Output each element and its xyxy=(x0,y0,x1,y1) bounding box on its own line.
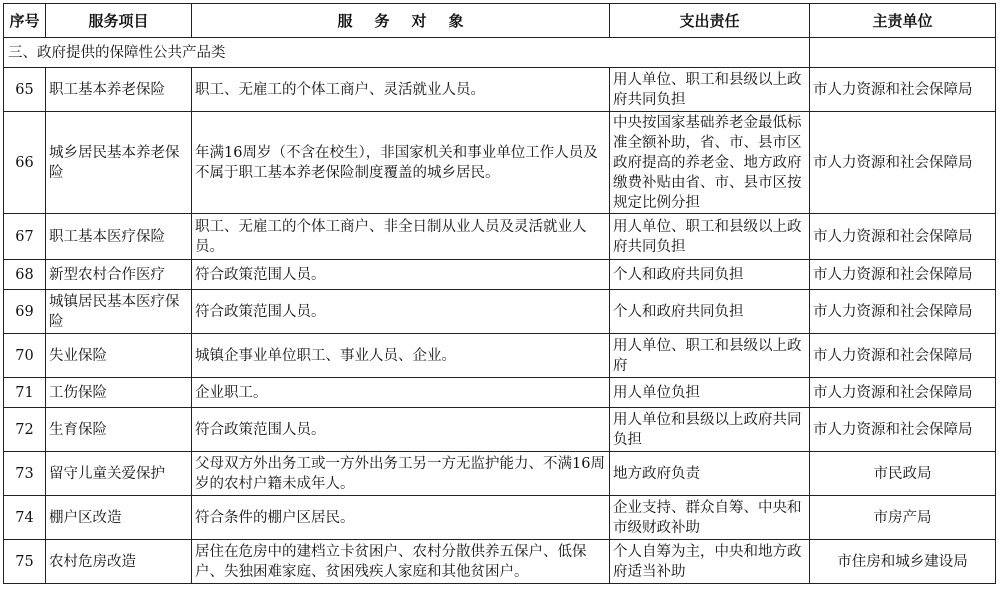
row-no: 68 xyxy=(4,260,46,290)
row-item: 农村危房改造 xyxy=(46,540,192,584)
table-row xyxy=(4,408,996,452)
row-target: 年满16周岁（不含在校生），非国家机关和事业单位工作人员及不属于职工基本养老保险制度覆盖的城乡居民。 xyxy=(192,112,610,214)
row-expense: 用人单位负担 xyxy=(610,378,810,408)
row-target: 符合条件的棚户区居民。 xyxy=(192,496,610,540)
row-expense: 用人单位、职工和县级以上政府共同负担 xyxy=(610,214,810,260)
row-unit: 市人力资源和社会保障局 xyxy=(810,68,996,112)
row-unit: 市人力资源和社会保障局 xyxy=(810,334,996,378)
row-no: 74 xyxy=(4,496,46,540)
row-target: 符合政策范围人员。 xyxy=(192,408,610,452)
row-expense: 用人单位、职工和县级以上政府 xyxy=(610,334,810,378)
header-target: 服务对象 xyxy=(192,4,610,38)
table-row xyxy=(4,290,996,334)
header-expense: 支出责任 xyxy=(610,4,810,38)
section-title: 三、政府提供的保障性公共产品类 xyxy=(4,38,810,68)
row-no: 71 xyxy=(4,378,46,408)
row-item: 职工基本养老保险 xyxy=(46,68,192,112)
row-no: 75 xyxy=(4,540,46,584)
row-unit: 市人力资源和社会保障局 xyxy=(810,378,996,408)
row-unit: 市人力资源和社会保障局 xyxy=(810,260,996,290)
row-expense: 个人自筹为主，中央和地方政府适当补助 xyxy=(610,540,810,584)
row-target: 父母双方外出务工或一方外出务工另一方无监护能力、不满16周岁的农村户籍未成年人。 xyxy=(192,452,610,496)
header-item: 服务项目 xyxy=(46,4,192,38)
table-row xyxy=(4,214,996,260)
row-no: 72 xyxy=(4,408,46,452)
row-unit: 市房产局 xyxy=(810,496,996,540)
row-no: 70 xyxy=(4,334,46,378)
row-no: 73 xyxy=(4,452,46,496)
row-target: 符合政策范围人员。 xyxy=(192,260,610,290)
row-target: 企业职工。 xyxy=(192,378,610,408)
row-item: 留守儿童关爱保护 xyxy=(46,452,192,496)
row-target: 符合政策范围人员。 xyxy=(192,290,610,334)
row-item: 新型农村合作医疗 xyxy=(46,260,192,290)
row-expense: 地方政府负责 xyxy=(610,452,810,496)
section-row xyxy=(4,38,996,68)
row-item: 城镇居民基本医疗保险 xyxy=(46,290,192,334)
table-row xyxy=(4,452,996,496)
row-expense: 用人单位和县级以上政府共同负担 xyxy=(610,408,810,452)
public-service-table xyxy=(3,3,996,584)
row-target: 职工、无雇工的个体工商户、灵活就业人员。 xyxy=(192,68,610,112)
row-target: 居住在危房中的建档立卡贫困户、农村分散供养五保户、低保户、失独困难家庭、贫困残疾人家庭和其他贫困户。 xyxy=(192,540,610,584)
table-row xyxy=(4,540,996,584)
table-row xyxy=(4,334,996,378)
row-no: 66 xyxy=(4,112,46,214)
table-row xyxy=(4,378,996,408)
row-unit: 市人力资源和社会保障局 xyxy=(810,408,996,452)
row-unit: 市人力资源和社会保障局 xyxy=(810,290,996,334)
header-unit: 主责单位 xyxy=(810,4,996,38)
row-item: 职工基本医疗保险 xyxy=(46,214,192,260)
row-unit: 市住房和城乡建设局 xyxy=(810,540,996,584)
row-expense: 个人和政府共同负担 xyxy=(610,290,810,334)
row-item: 失业保险 xyxy=(46,334,192,378)
table-row xyxy=(4,68,996,112)
table-row xyxy=(4,260,996,290)
row-expense: 个人和政府共同负担 xyxy=(610,260,810,290)
row-expense: 中央按国家基础养老金最低标准全额补助，省、市、县市区政府提高的养老金、地方政府缴费补贴由省、市、县市区按规定比例分担 xyxy=(610,112,810,214)
row-item: 城乡居民基本养老保险 xyxy=(46,112,192,214)
row-target: 城镇企事业单位职工、事业人员、企业。 xyxy=(192,334,610,378)
row-item: 工伤保险 xyxy=(46,378,192,408)
row-no: 67 xyxy=(4,214,46,260)
row-unit: 市人力资源和社会保障局 xyxy=(810,112,996,214)
row-item: 棚户区改造 xyxy=(46,496,192,540)
section-empty-cell xyxy=(810,38,996,68)
row-expense: 用人单位、职工和县级以上政府共同负担 xyxy=(610,68,810,112)
header-no: 序号 xyxy=(4,4,46,38)
row-unit: 市民政局 xyxy=(810,452,996,496)
row-no: 69 xyxy=(4,290,46,334)
row-target: 职工、无雇工的个体工商户、非全日制从业人员及灵活就业人员。 xyxy=(192,214,610,260)
header-row xyxy=(4,4,996,38)
table-row xyxy=(4,496,996,540)
row-no: 65 xyxy=(4,68,46,112)
row-item: 生育保险 xyxy=(46,408,192,452)
row-unit: 市人力资源和社会保障局 xyxy=(810,214,996,260)
table-row xyxy=(4,112,996,214)
row-expense: 企业支持、群众自筹、中央和市级财政补助 xyxy=(610,496,810,540)
